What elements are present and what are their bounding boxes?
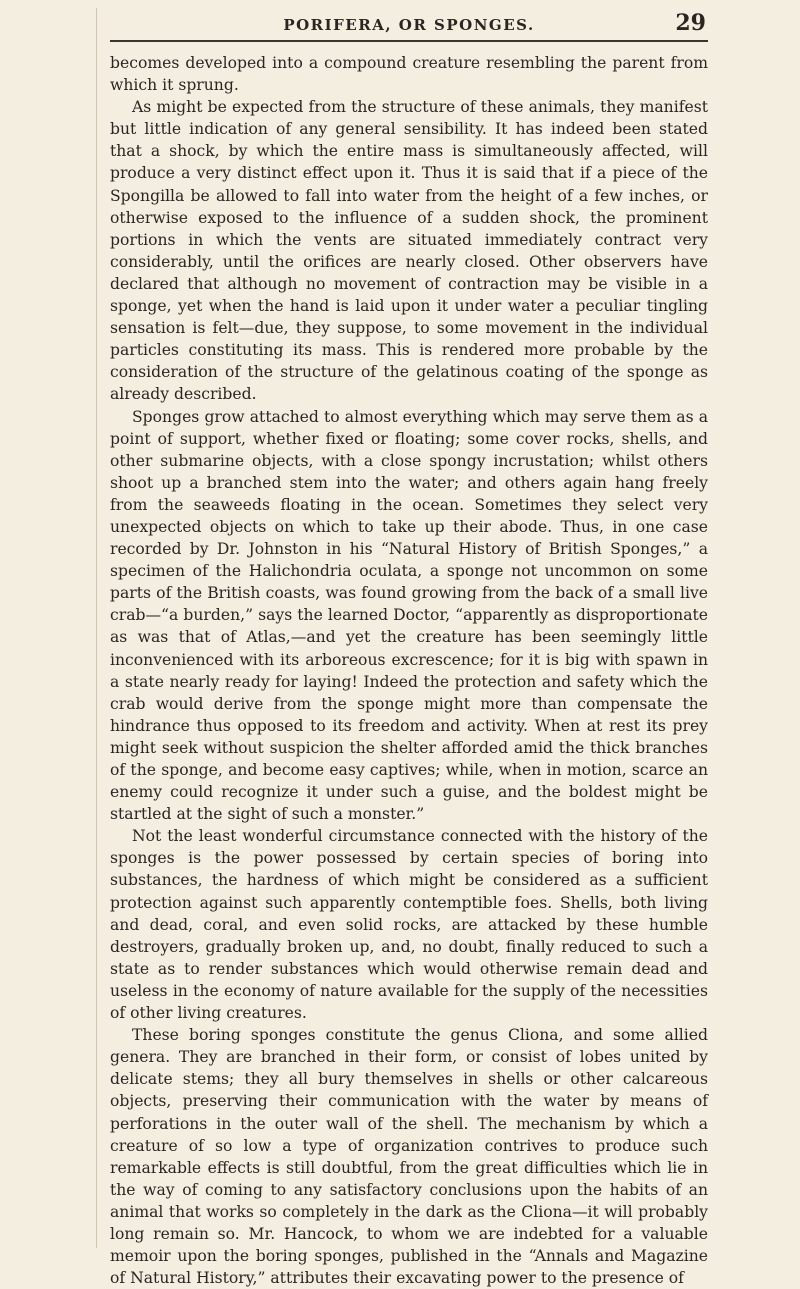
page-number: 29 <box>675 10 706 36</box>
page-header <box>110 8 708 38</box>
paragraph: Not the least wonderful circumstance connected with the history of the sponges is the power possessed by certain species of boring into substances, the hardness of which might be considered as a sufficient protection against such apparently contemptible foes. Shells, both living and dead, coral, and even solid rocks, are attacked by these humble destroyers, gradually broken up, and, no doubt, finally reduced to such a state as to render substances which would otherwise remain dead and useless in the economy of nature available for the supply of the necessities of other living creatures. <box>110 827 708 1023</box>
paragraph: becomes developed into a compound creature resembling the parent from which it sprung. <box>110 54 708 95</box>
paragraph: These boring sponges constitute the genus Cliona, and some allied genera. They are branched in their form, or consist of lobes united by delicate stems; they all bury themselves in shells or other calcareous objects, preserving their communication with the water by means of perforations in the outer wall of the shell. The mechanism by which a creature of so low a type of organization contrives to produce such remarkable effects is still doubtful, from the great difficulties which lie in the way of coming to any satisfactory conclusions upon the habits of an animal that works so completely in the dark as the Cliona—it will probably long remain so. Mr. Hancock, to whom we are indebted for a valuable memoir upon the boring sponges, published in the “Annals and Magazine of Natural History,” attributes their excavating power to the presence of <box>110 1026 708 1288</box>
header-rule <box>110 40 708 42</box>
body-text <box>110 52 708 1289</box>
paragraph: As might be expected from the structure of these animals, they manifest but little indication of any general sensibility. It has indeed been stated that a shock, by which the entire mass is simultaneously affected, will produce a very distinct effect upon it. Thus it is said that if a piece of the Spongilla be allowed to fall into water from the height of a few inches, or otherwise exposed to the influence of a sudden shock, the prominent portions in which the vents are situated immediately contract very considerably, until the orifices are nearly closed. Other observers have declared that although no movement of contraction may be visible in a sponge, yet when the hand is laid upon it under water a peculiar tingling sensation is felt—due, they suppose, to some movement in the individual particles constituting its mass. This is rendered more probable by the consideration of the structure of the gelatinous coating of the sponge as already described. <box>110 98 708 404</box>
running-title: PORIFERA, OR SPONGES. <box>283 16 535 34</box>
paragraph: Sponges grow attached to almost everything which may serve them as a point of support, whether fixed or floating; some cover rocks, shells, and other submarine objects, with a close spongy incrustation; whilst others shoot up a branched stem into the water; and others again hang freely from the seaweeds floating in the ocean. Sometimes they select very unexpected objects on which to take up their abode. Thus, in one case recorded by Dr. Johnston in his “Natural History of British Sponges,” a specimen of the Halichondria oculata, a sponge not uncommon on some parts of the British coasts, was found growing from the back of a small live crab—“a burden,” says the learned Doctor, “apparently as disproportionate as was that of Atlas,—and yet the creature has been seemingly little inconvenienced with its arboreous excrescence; for it is big with spawn in a state nearly ready for laying! Indeed the protection and safety which the crab would derive from the sponge might more than compensate the hindrance thus opposed to its freedom and activity. When at rest its prey might seek without suspicion the shelter afforded amid the thick branches of the sponge, and become easy captives; while, when in motion, scarce an enemy could recognize it under such a guise, and the boldest might be startled at the sight of such a monster.” <box>110 407 708 824</box>
page-edge <box>96 8 97 1248</box>
